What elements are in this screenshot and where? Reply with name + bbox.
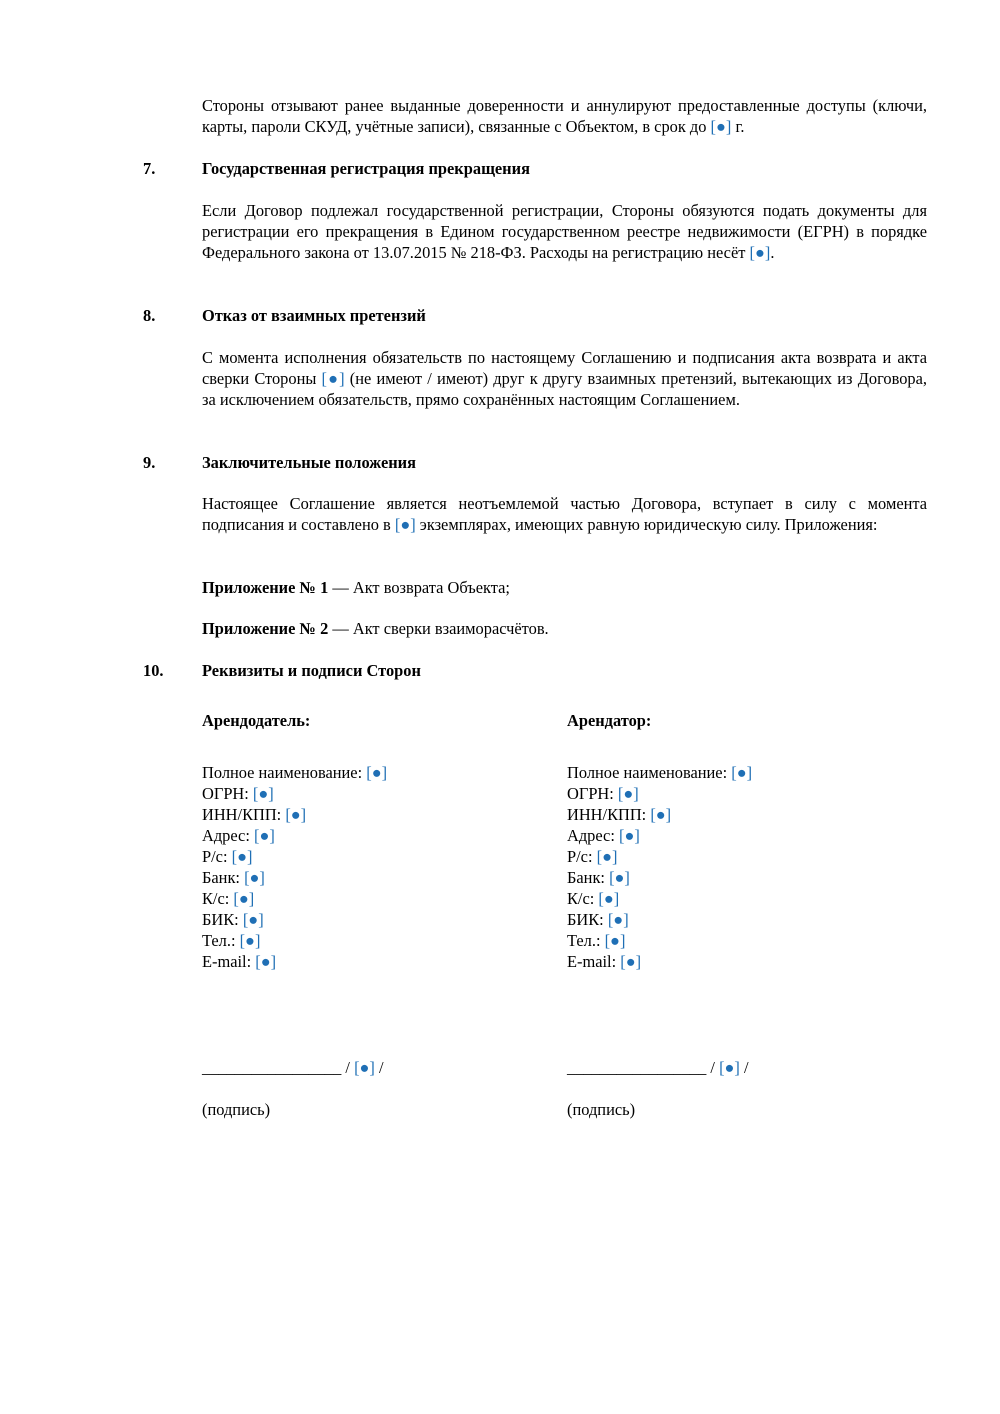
section-9-text: Настоящее Соглашение является неотъемлемой частью Договора, вступает в силу с момента подписания и составлено в [202, 494, 927, 534]
field-label: ОГРН: [567, 784, 618, 803]
landlord-field [202, 888, 542, 909]
intro-paragraph [202, 95, 927, 137]
section-9-text-end: экземплярах, имеющих равную юридическую силу. Приложения: [415, 515, 878, 534]
annex-2-label: Приложение № 2 [202, 619, 329, 638]
section-7-number: 7. [143, 159, 156, 178]
placeholder-field[interactable]: [●] [244, 868, 265, 887]
tenant-field [567, 804, 907, 825]
placeholder-field[interactable]: [●] [285, 805, 307, 824]
annex-2-text: — Акт сверки взаиморасчётов. [328, 619, 549, 638]
tenant-title: Арендатор: [567, 711, 652, 730]
placeholder-field[interactable]: [●] [394, 515, 416, 534]
placeholder-field[interactable]: [●] [618, 826, 640, 845]
tenant-field [567, 888, 907, 909]
field-label: ИНН/КПП: [567, 805, 651, 824]
field-label: Тел.: [567, 931, 605, 950]
placeholder-field[interactable]: [●] [253, 826, 275, 845]
field-label: Полное наименование: [567, 763, 732, 782]
field-label: К/с: [567, 889, 599, 908]
placeholder-field[interactable]: [●] [719, 1058, 740, 1077]
placeholder-field[interactable]: [●] [650, 805, 672, 824]
field-label: БИК: [567, 910, 608, 929]
section-8-paragraph [202, 347, 927, 410]
section-9-number: 9. [143, 453, 156, 472]
landlord-field [202, 951, 542, 972]
placeholder-field[interactable]: [●] [604, 931, 626, 950]
tenant-field [567, 846, 907, 867]
annex-2-item [202, 618, 927, 639]
tenant-field [567, 783, 907, 804]
landlord-field [202, 867, 542, 888]
landlord-field [202, 825, 542, 846]
placeholder-field[interactable]: [●] [252, 784, 274, 803]
placeholder-field[interactable]: [●] [749, 243, 771, 262]
field-label: E-mail: [202, 952, 256, 971]
section-7-title: Государственная регистрация прекращения [202, 159, 530, 178]
section-7-text-end: . [770, 243, 775, 262]
landlord-field [202, 804, 542, 825]
section-8-text-end: (не имеют / имеют) друг к другу взаимных претензий, вытекающих из Договора, за исключением обязательств, прямо сохранённых настоящим Соглашением. [202, 369, 927, 409]
placeholder-field[interactable]: [●] [620, 952, 642, 971]
placeholder-field[interactable]: [●] [239, 931, 261, 950]
field-label: К/с: [202, 889, 234, 908]
section-10-number: 10. [143, 661, 164, 680]
landlord-signature-caption: (подпись) [202, 1100, 271, 1119]
field-label: Банк: [202, 868, 245, 887]
annex-1-text: — Акт возврата Объекта; [328, 578, 510, 597]
landlord-field [202, 909, 542, 930]
section-7-paragraph [202, 200, 927, 263]
placeholder-field[interactable]: [●] [255, 952, 277, 971]
tenant-field [567, 762, 907, 783]
signature-underline: _________________ / [567, 1058, 720, 1077]
intro-text-end: г. [731, 117, 745, 136]
annex-1-item [202, 577, 927, 598]
section-8-number: 8. [143, 306, 156, 325]
placeholder-field[interactable]: [●] [321, 369, 345, 388]
placeholder-field[interactable]: [●] [710, 117, 732, 136]
placeholder-field[interactable]: [●] [242, 910, 264, 929]
field-label: Р/с: [202, 847, 232, 866]
signature-slash: / [374, 1058, 384, 1077]
tenant-field [567, 930, 907, 951]
landlord-field [202, 762, 542, 783]
field-label: E-mail: [567, 952, 621, 971]
section-10-title: Реквизиты и подписи Сторон [202, 661, 421, 680]
field-label: ОГРН: [202, 784, 253, 803]
tenant-field [567, 825, 907, 846]
landlord-title: Арендодатель: [202, 711, 311, 730]
landlord-field [202, 930, 542, 951]
placeholder-field[interactable]: [●] [596, 847, 618, 866]
annex-1-label: Приложение № 1 [202, 578, 329, 597]
landlord-field [202, 846, 542, 867]
placeholder-field[interactable]: [●] [598, 889, 620, 908]
field-label: Тел.: [202, 931, 240, 950]
field-label: Полное наименование: [202, 763, 367, 782]
field-label: Адрес: [567, 826, 619, 845]
section-7-text: Если Договор подлежал государственной регистрации, Стороны обязуются подать документы для регистрации его прекращения в Едином государственном реестре недвижимости (ЕГРН) в порядке Федерального закона от 13.07.2015 № 218-ФЗ. Расходы на регистрацию несёт [202, 201, 927, 262]
landlord-field [202, 783, 542, 804]
tenant-field [567, 951, 907, 972]
signature-slash: / [739, 1058, 749, 1077]
tenant-signature-caption: (подпись) [567, 1100, 636, 1119]
field-label: БИК: [202, 910, 243, 929]
placeholder-field[interactable]: [●] [233, 889, 255, 908]
tenant-requisites [567, 710, 907, 972]
tenant-field [567, 867, 907, 888]
placeholder-field[interactable]: [●] [609, 868, 630, 887]
landlord-signature-line[interactable] [202, 1057, 542, 1078]
section-9-title: Заключительные положения [202, 453, 416, 472]
section-9-paragraph [202, 493, 927, 535]
section-8-title: Отказ от взаимных претензий [202, 306, 426, 325]
section-8-text: С момента исполнения обязательств по настоящему Соглашению и подписания акта возврата и акта сверки Стороны [202, 348, 927, 388]
tenant-signature-line[interactable] [567, 1057, 907, 1078]
signature-underline: _________________ / [202, 1058, 355, 1077]
landlord-requisites [202, 710, 542, 972]
field-label: Р/с: [567, 847, 597, 866]
placeholder-field[interactable]: [●] [731, 763, 753, 782]
field-label: ИНН/КПП: [202, 805, 286, 824]
placeholder-field[interactable]: [●] [607, 910, 629, 929]
field-label: Адрес: [202, 826, 254, 845]
placeholder-field[interactable]: [●] [617, 784, 639, 803]
intro-text: Стороны отзывают ранее выданные доверенности и аннулируют предоставленные доступы (ключи, карты, пароли СКУД, учётные записи), связанные с Объектом, в срок до [202, 96, 927, 136]
placeholder-field[interactable]: [●] [354, 1058, 375, 1077]
field-label: Банк: [567, 868, 610, 887]
placeholder-field[interactable]: [●] [366, 763, 388, 782]
placeholder-field[interactable]: [●] [231, 847, 253, 866]
tenant-field [567, 909, 907, 930]
